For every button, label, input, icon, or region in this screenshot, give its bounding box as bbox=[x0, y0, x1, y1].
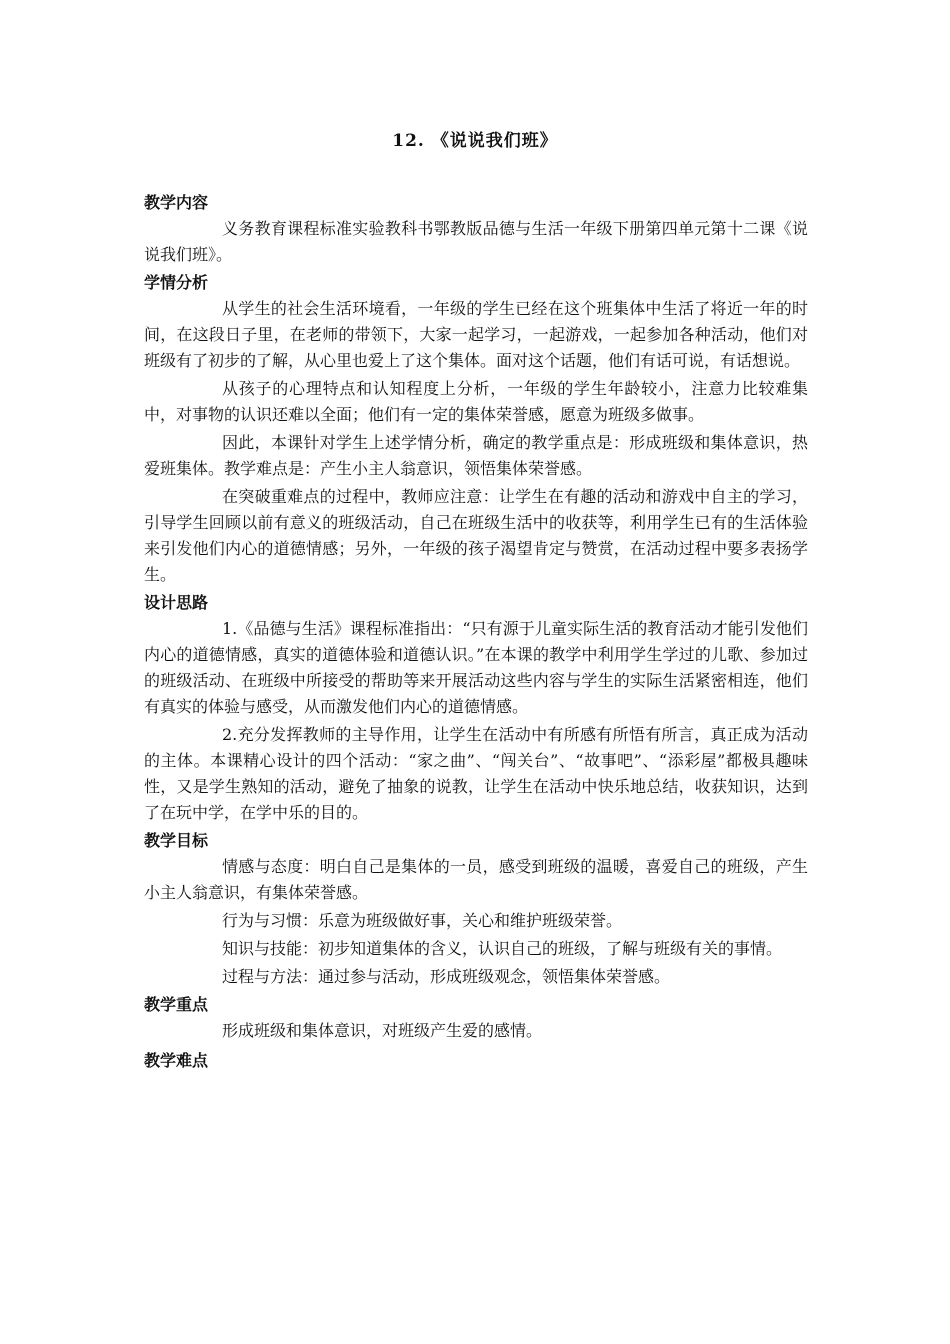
section-heading-goals: 教学目标 bbox=[144, 831, 209, 850]
section-heading-content: 教学内容 bbox=[144, 193, 209, 212]
section-heading-design: 设计思路 bbox=[144, 593, 209, 612]
document-body bbox=[144, 188, 808, 1074]
paragraph: 情感与态度：明白自己是集体的一员，感受到班级的温暖，喜爱自己的班级，产生小主人翁意识，有集体荣誉感。 bbox=[144, 857, 808, 902]
paragraph: 在突破重难点的过程中，教师应注意：让学生在有趣的活动和游戏中自主的学习，引导学生回顾以前有意义的班级活动，自己在班级生活中的收获等，利用学生已有的生活体验来引发他们内心的道德情感；另外，一年级的孩子渴望肯定与赞赏，在活动过程中要多表扬学生。 bbox=[144, 487, 808, 584]
paragraph: 形成班级和集体意识，对班级产生爱的感情。 bbox=[222, 1021, 543, 1040]
document-title: 12. 《说说我们班》 bbox=[392, 131, 558, 151]
paragraph: 知识与技能：初步知道集体的含义，认识自己的班级，了解与班级有关的事情。 bbox=[222, 939, 783, 958]
paragraph: 因此，本课针对学生上述学情分析，确定的教学重点是：形成班级和集体意识，热爱班集体。教学难点是：产生小主人翁意识，领悟集体荣誉感。 bbox=[144, 433, 808, 478]
section-heading-key-points: 教学重点 bbox=[144, 995, 209, 1014]
paragraph: 2.充分发挥教师的主导作用，让学生在活动中有所感有所悟有所言，真正成为活动的主体。本课精心设计的四个活动：“家之曲”、“闯关台”、“故事吧”、“添彩屋”都极具趣味性，又是学生熟知的活动，避免了抽象的说教，让学生在活动中快乐地总结，收获知识，达到了在玩中学，在学中乐的目的。 bbox=[144, 725, 808, 822]
paragraph: 行为与习惯：乐意为班级做好事，关心和维护班级荣誉。 bbox=[222, 911, 623, 930]
paragraph: 过程与方法：通过参与活动，形成班级观念，领悟集体荣誉感。 bbox=[222, 967, 671, 986]
paragraph: 1.《品德与生活》课程标准指出：“只有源于儿童实际生活的教育活动才能引发他们内心的道德情感，真实的道德体验和道德认识。”在本课的教学中利用学生学过的儿歌、参加过的班级活动、在班级中所接受的帮助等来开展活动这些内容与学生的实际生活紧密相连，他们有真实的体验与感受，从而激发他们内心的道德情感。 bbox=[144, 619, 808, 716]
section-heading-difficulties: 教学难点 bbox=[144, 1051, 209, 1070]
section-heading-analysis: 学情分析 bbox=[144, 273, 209, 292]
paragraph: 义务教育课程标准实验教科书鄂教版品德与生活一年级下册第四单元第十二课《说说我们班》。 bbox=[144, 219, 808, 264]
paragraph: 从学生的社会生活环境看，一年级的学生已经在这个班集体中生活了将近一年的时间，在这段日子里，在老师的带领下，大家一起学习，一起游戏，一起参加各种活动，他们对班级有了初步的了解，从心里也爱上了这个集体。面对这个话题，他们有话可说，有话想说。 bbox=[144, 299, 808, 370]
paragraph: 从孩子的心理特点和认知程度上分析，一年级的学生年龄较小，注意力比较难集中，对事物的认识还难以全面；他们有一定的集体荣誉感，愿意为班级多做事。 bbox=[144, 379, 808, 424]
